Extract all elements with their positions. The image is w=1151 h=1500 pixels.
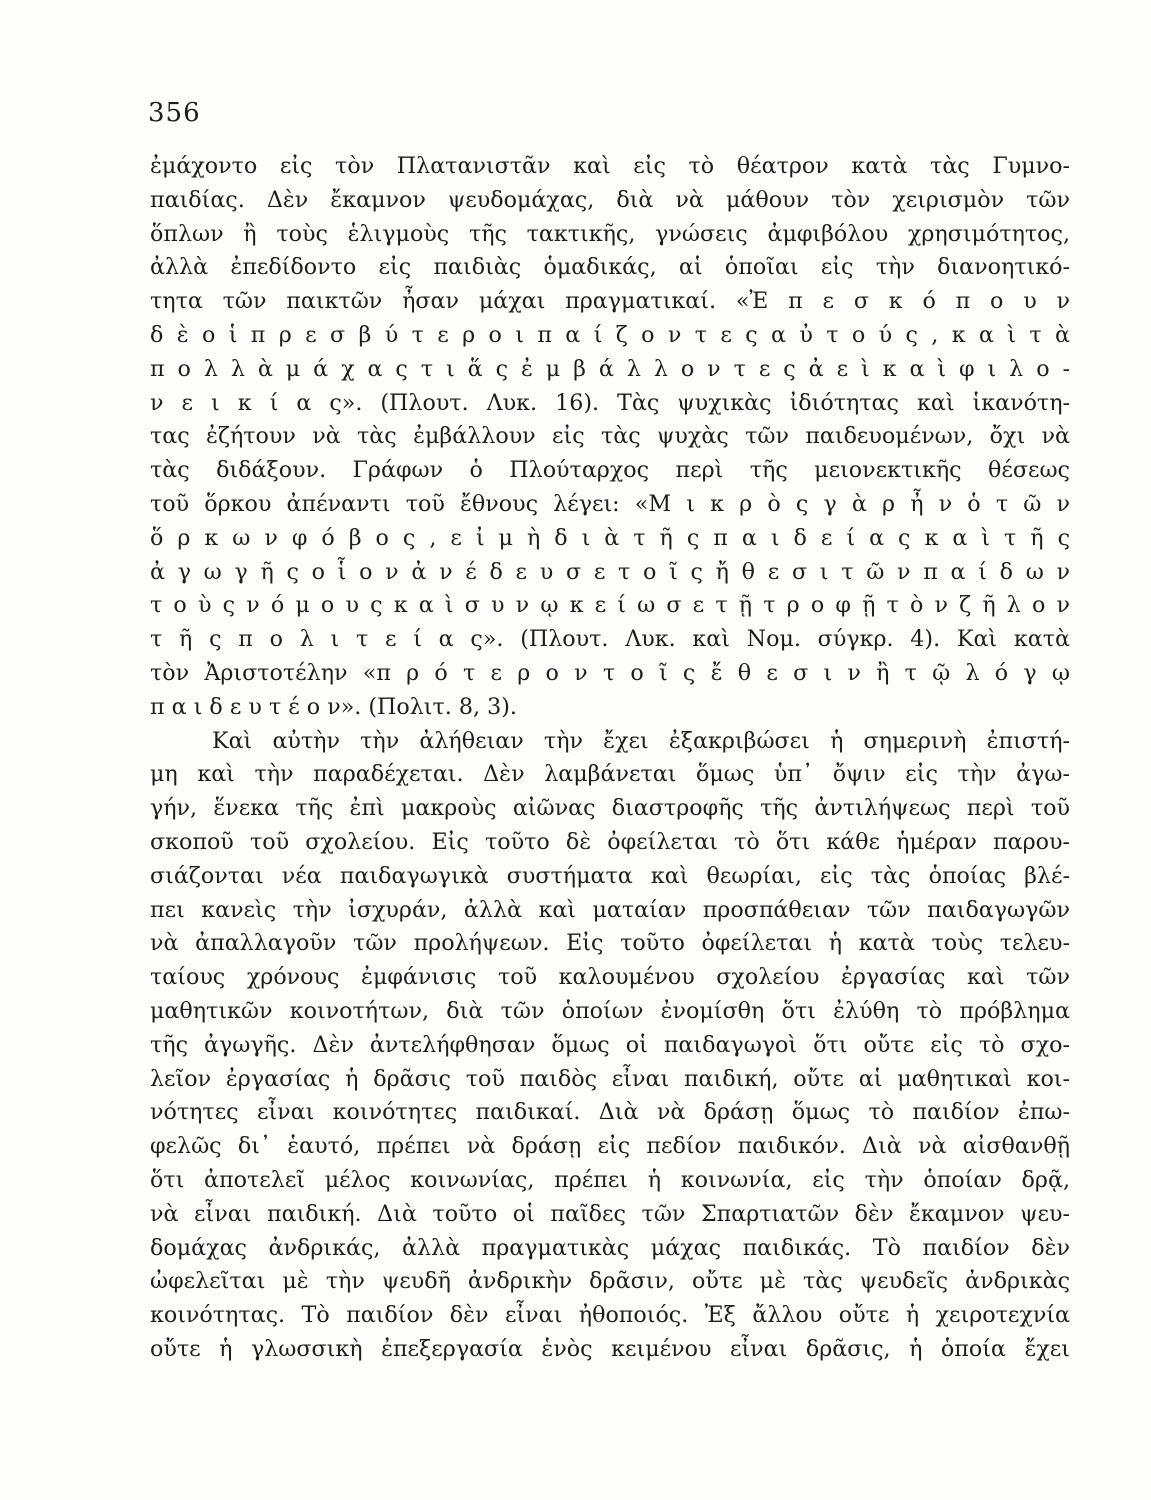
text-line: τ ῆ ς π ο λ ι τ ε ί α ς». (Πλουτ. Λυκ. καὶ Νομ. σύγκρ. 4). Καὶ κατὰ — [150, 626, 1070, 653]
text-line: σκοποῦ τοῦ σχολείου. Εἰς τοῦτο δὲ ὀφείλεται τὸ ὅτι κάθε ἡμέραν παρου- — [150, 828, 1070, 855]
text-line: νὰ ἀπαλλαγοῦν τῶν προλήψεων. Εἰς τοῦτο ὀφείλεται ἡ κατὰ τοὺς τελευ- — [150, 930, 1070, 957]
text-line: δομάχας ἀνδρικάς, ἀλλὰ πραγματικὰς μάχας παιδικάς. Τὸ παιδίον δὲν — [150, 1234, 1070, 1261]
text-line: ἀλλὰ ἐπεδίδοντο εἰς παιδιὰς ὁμαδικάς, αἱ ὁποῖαι εἰς τὴν διανοητικό- — [150, 254, 1070, 281]
text-line: μαθητικῶν κοινοτήτων, διὰ τῶν ὁποίων ἐνομίσθη ὅτι ἐλύθη τὸ πρόβλημα — [150, 997, 1070, 1024]
text-line: ἐμάχοντο εἰς τὸν Πλατανιστᾶν καὶ εἰς τὸ θέατρον κατὰ τὰς Γυμνο- — [150, 153, 1070, 179]
text-line: οὔτε ἡ γλωσσικὴ ἐπεξεργασία ἑνὸς κειμένου εἶναι δρᾶσις, ἡ ὁποία ἔχει — [150, 1335, 1070, 1362]
text-line: κοινότητας. Τὸ παιδίον δὲν εἶναι ἠθοποιός. Ἐξ ἄλλου οὔτε ἡ χειροτεχνία — [150, 1302, 1070, 1329]
text-line: τοῦ ὅρκου ἀπέναντι τοῦ ἔθνους λέγει: «Μ ι κ ρ ὸ ς γ ὰ ρ ἦ ν ὁ τ ῶ ν — [150, 490, 1070, 517]
text-line: παιδίας. Δὲν ἔκαμνον ψευδομάχας, διὰ νὰ μάθουν τὸν χειρισμὸν τῶν — [150, 186, 1070, 213]
text-line: ταίους χρόνους ἐμφάνισις τοῦ καλουμένου σχολείου ἐργασίας καὶ τῶν — [150, 964, 1070, 991]
text-line: δ ὲ ο ἱ π ρ ε σ β ύ τ ε ρ ο ι π α ί ζ ο ν τ ε ς α ὐ τ ο ύ ς , κ α ὶ τ ὰ — [150, 321, 1070, 348]
text-line: π ο λ λ ὰ μ ά χ α ς τ ι ἅ ς ἐ μ β ά λ λ ο ν τ ε ς ἀ ε ὶ κ α ὶ φ ι λ ο - — [150, 355, 1070, 382]
text-line: γήν, ἕνεκα τῆς ἐπὶ μακροὺς αἰῶνας διαστροφῆς τῆς ἀντιλήψεως περὶ τοῦ — [150, 795, 1070, 822]
text-line: τητα τῶν παικτῶν ἦσαν μάχαι πραγματικαί. «Ἐ π ε σ κ ό π ο υ ν — [150, 288, 1070, 315]
text-line: Καὶ αὐτὴν τὴν ἀλήθειαν τὴν ἔχει ἐξακριβώσει ἡ σημερινὴ ἐπιστή- — [212, 727, 1070, 754]
text-line: σιάζονται νέα παιδαγωγικὰ συστήματα καὶ θεωρίαι, εἰς τὰς ὁποίας βλέ- — [150, 862, 1070, 889]
text-line: ν ε ι κ ί α ς». (Πλουτ. Λυκ. 16). Τὰς ψυχικὰς ἰδιότητας καὶ ἱκανότη- — [150, 389, 1070, 416]
text-line: τ ο ὺ ς ν ό μ ο υ ς κ α ὶ σ υ ν ῳ κ ε ί ω σ ε τ ῇ τ ρ ο φ ῇ τ ὸ ν ζ ῆ λ ο ν — [150, 592, 1070, 619]
text-line: λεῖον ἐργασίας ἡ δρᾶσις τοῦ παιδὸς εἶναι παιδική, οὔτε αἱ μαθητικαὶ κοι- — [150, 1065, 1070, 1092]
text-line: νὰ εἶναι παιδική. Διὰ τοῦτο οἱ παῖδες τῶν Σπαρτιατῶν δὲν ἔκαμνον ψευ- — [150, 1200, 1070, 1227]
text-line: ὠφελεῖται μὲ τὴν ψευδῆ ἀνδρικὴν δρᾶσιν, οὔτε μὲ τὰς ψευδεῖς ἀνδρικὰς — [150, 1268, 1070, 1295]
text-line: πει κανεὶς τὴν ἰσχυράν, ἀλλὰ καὶ ματαίαν προσπάθειαν τῶν παιδαγωγῶν — [150, 896, 1070, 923]
text-line: ὅτι ἀποτελεῖ μέλος κοινωνίας, πρέπει ἡ κοινωνία, εἰς τὴν ὁποίαν δρᾷ, — [150, 1166, 1070, 1193]
text-line: φελῶς δι᾽ ἑαυτό, πρέπει νὰ δράσῃ εἰς πεδίον παιδικόν. Διὰ νὰ αἰσθανθῇ — [150, 1133, 1070, 1160]
page-number: 356 — [148, 98, 201, 128]
text-line: τὸν Ἀριστοτέλην «π ρ ό τ ε ρ ο ν τ ο ῖ ς ἔ θ ε σ ι ν ἢ τ ῷ λ ό γ ῳ — [150, 659, 1070, 686]
text-line: π α ι δ ε υ τ έ ο ν». (Πολιτ. 8, 3). — [150, 693, 517, 720]
text-line: τὰς διδάξουν. Γράφων ὁ Πλούταρχος περὶ τῆς μειονεκτικῆς θέσεως — [150, 457, 1070, 484]
text-line: μη καὶ τὴν παραδέχεται. Δὲν λαμβάνεται ὅμως ὑπ᾽ ὄψιν εἰς τὴν ἀγω- — [150, 761, 1070, 788]
text-line: ἀ γ ω γ ῆ ς ο ἷ ο ν ἀ ν έ δ ε υ σ ε τ ο ῖ ς ἤ θ ε σ ι τ ῶ ν π α ί δ ω ν — [150, 558, 1070, 585]
body-text — [150, 150, 1070, 1367]
text-line: ὅ ρ κ ω ν φ ό β ο ς , ε ἰ μ ὴ δ ι ὰ τ ῆ ς π α ι δ ε ί α ς κ α ὶ τ ῆ ς — [150, 524, 1070, 551]
text-line: ὅπλων ἢ τοὺς ἑλιγμοὺς τῆς τακτικῆς, γνώσεις ἀμφιβόλου χρησιμότητος, — [150, 220, 1070, 247]
text-line: νότητες εἶναι κοινότητες παιδικαί. Διὰ νὰ δράσῃ ὅμως τὸ παιδίον ἐπω- — [150, 1099, 1070, 1126]
text-line: τας ἐζήτουν νὰ τὰς ἐμβάλλουν εἰς τὰς ψυχὰς τῶν παιδευομένων, ὄχι νὰ — [150, 423, 1070, 450]
text-line: τῆς ἀγωγῆς. Δὲν ἀντελήφθησαν ὅμως οἱ παιδαγωγοὶ ὅτι οὔτε εἰς τὸ σχο- — [150, 1031, 1070, 1058]
